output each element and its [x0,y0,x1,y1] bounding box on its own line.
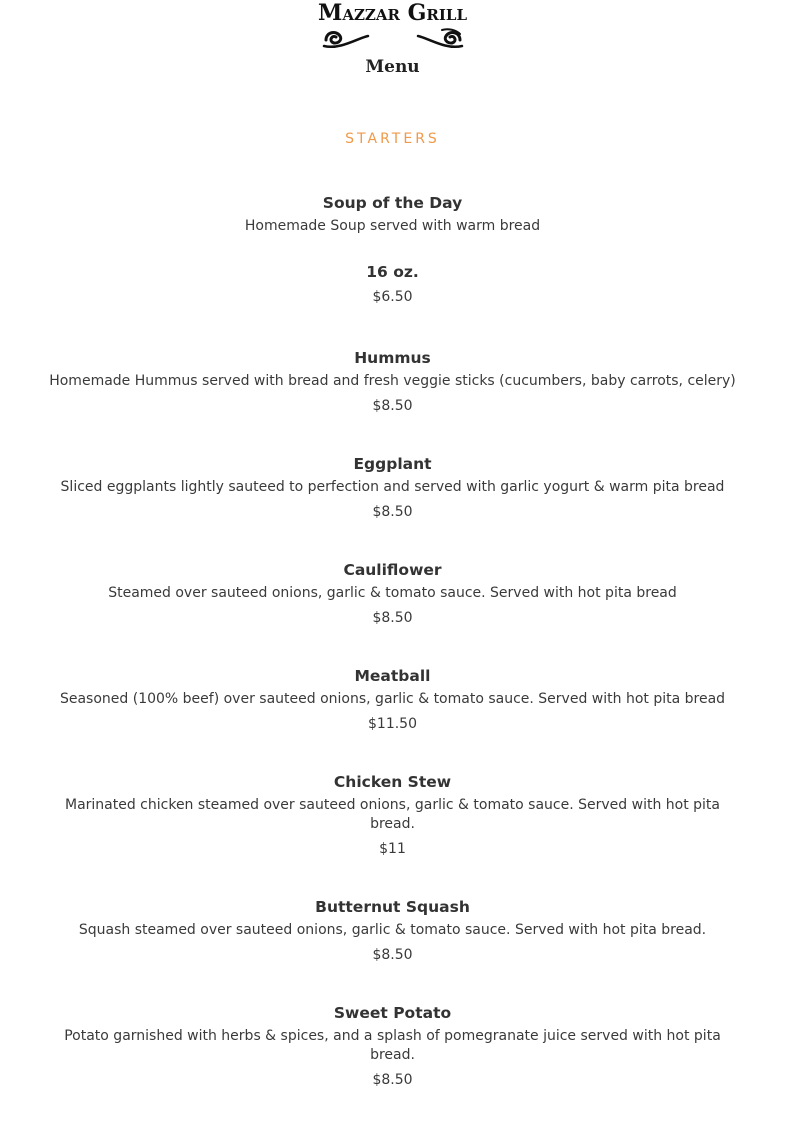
menu-item [30,560,755,628]
item-description: Homemade Hummus served with bread and fresh veggie sticks (cucumbers, baby carrots, celery) [49,373,736,389]
section-title-starters: STARTERS [345,131,440,147]
item-name: Cauliflower [343,561,442,579]
restaurant-logo-text: Mazzar Grill [317,0,468,26]
item-description: Marinated chicken steamed over sauteed onions, garlic & tomato sauce. Served with hot pita bread. [64,797,720,832]
item-description: Steamed over sauteed onions, garlic & tomato sauce. Served with hot pita bread [108,585,677,601]
menu-item [30,897,755,965]
item-price: $11 [379,841,406,857]
item-description: Seasoned (100% beef) over sauteed onions, garlic & tomato sauce. Served with hot pita bread [59,691,726,707]
item-price: $8.50 [372,947,413,963]
item-price: $11.50 [368,716,417,732]
menu-item [30,666,755,734]
item-description: Sliced eggplants lightly sauteed to perfection and served with garlic yogurt & warm pita bread [60,479,725,495]
menu-item [50,1003,735,1090]
item-price: $8.50 [372,398,413,414]
item-price: $8.50 [372,1072,413,1088]
menu-item [30,348,755,416]
item-price: $8.50 [372,610,413,626]
item-price: $8.50 [372,504,413,520]
item-name: Butternut Squash [315,898,470,916]
item-name: Chicken Stew [333,773,452,791]
item-price: $6.50 [372,289,413,305]
menu-label: Menu [365,57,420,77]
logo-swirl-ornament-icon [320,26,466,52]
menu-item [30,454,755,522]
item-name: Sweet Potato [333,1004,452,1022]
page-header [0,0,785,90]
item-name: Meatball [354,667,431,685]
item-name: Hummus [354,349,431,367]
item-description: Squash steamed over sauteed onions, garlic & tomato sauce. Served with hot pita bread. [78,922,707,938]
menu-item [50,772,735,859]
item-description: Potato garnished with herbs & spices, and a splash of pomegranate juice served with hot pita bread. [64,1028,721,1063]
item-name: Eggplant [353,455,432,473]
item-size: 16 oz. [366,263,419,281]
item-description: Homemade Soup served with warm bread [244,218,541,234]
menu-item [30,193,755,307]
item-name: Soup of the Day [322,194,463,212]
